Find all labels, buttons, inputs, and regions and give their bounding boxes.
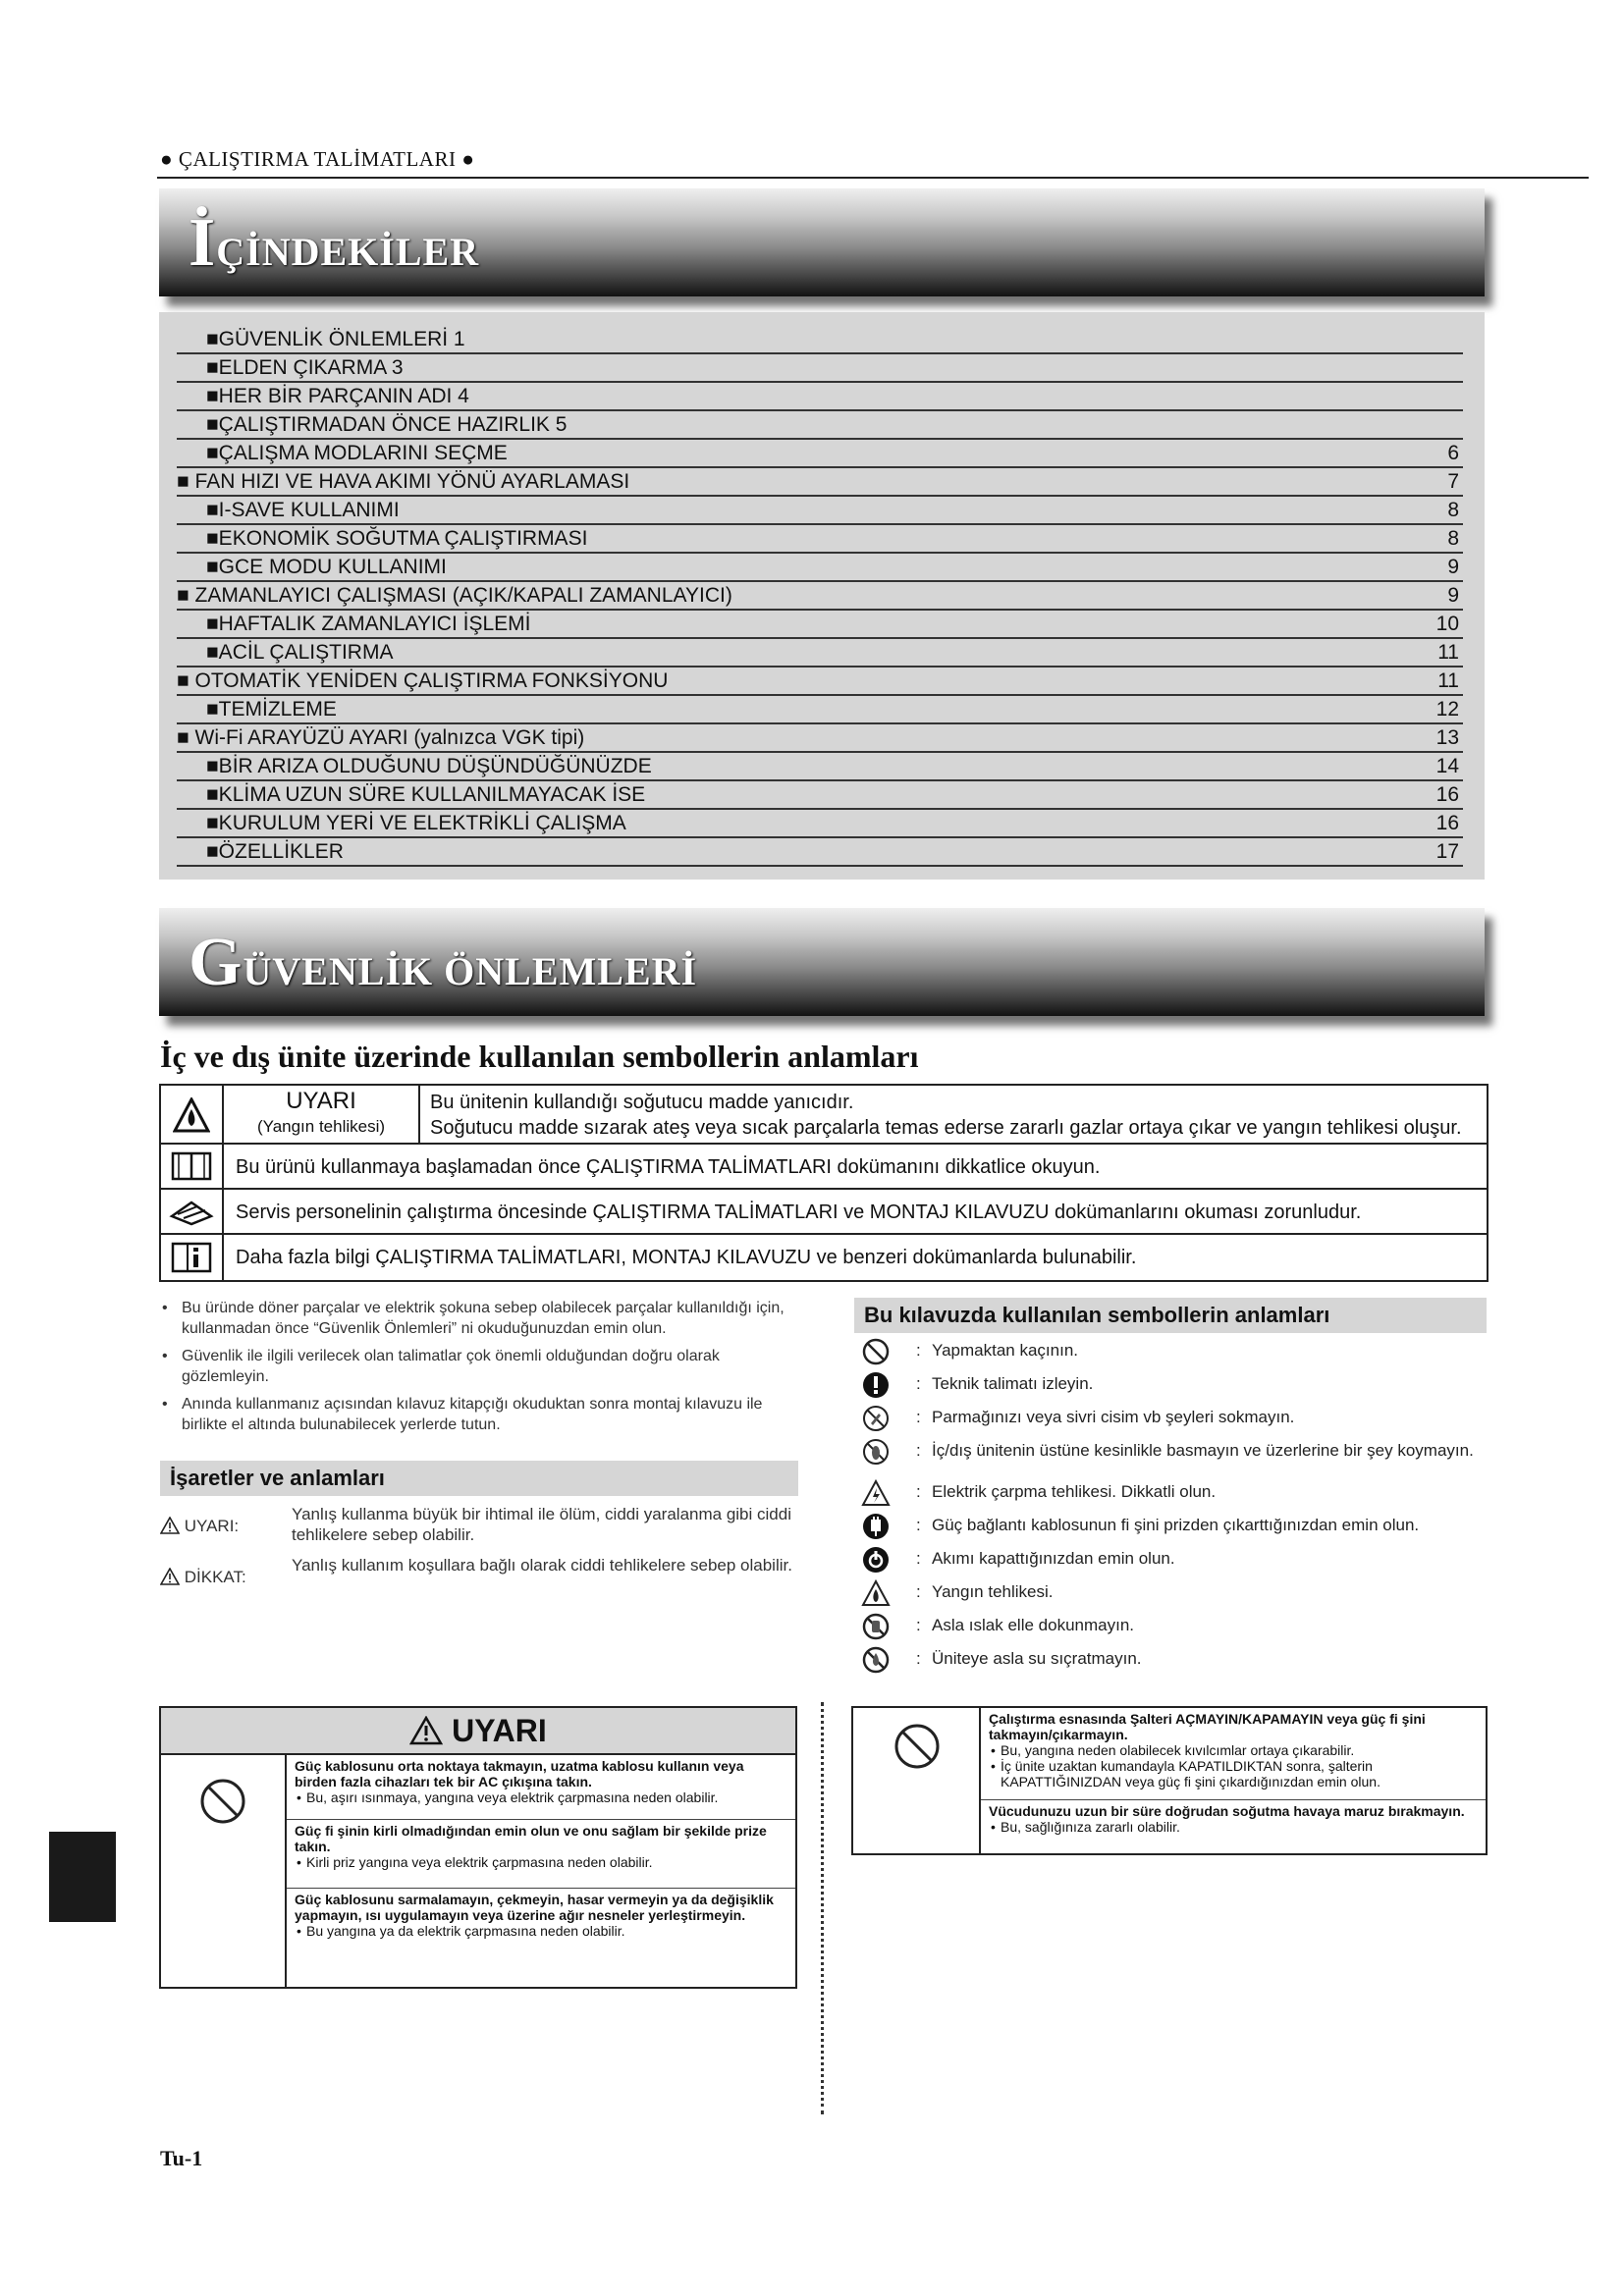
warning-cell: Güç kablosunu sarmalamayın, çekmeyin, hasar vermeyin ya da değişiklik yapmayın, ısı uygulamayın veya üzerine ağır nesneler yerleştirmeyin. • Bu yangına ya da elektrik çarpmasına neden olabilir. [287, 1889, 795, 1983]
toc-entry-label: ■ACİL ÇALIŞTIRMA [206, 641, 394, 664]
toc-entry-page: 11 [1437, 669, 1459, 692]
manual-text: Bu ürünü kullanmaya başlamadan önce ÇALIŞTIRMA TALİMATLARI dokümanını dikkatlice okuyun. [236, 1156, 1101, 1178]
toc-entry[interactable] [177, 383, 1463, 411]
symbols-heading: İç ve dış ünite üzerinde kullanılan sembollerin anlamları [160, 1039, 919, 1074]
warning-cell [224, 1086, 420, 1145]
prohibited-icon [861, 1337, 891, 1366]
toc-entry-page: 8 [1447, 499, 1459, 521]
warning-box-body [161, 1755, 795, 1987]
fire-hazard-icon [861, 1578, 891, 1608]
toc-entry-label: ■HAFTALIK ZAMANLAYICI İŞLEMİ [206, 613, 531, 635]
marks-list [160, 1504, 798, 1606]
power-off-icon [861, 1545, 891, 1575]
toc-entry-label: ■KLİMA UZUN SÜRE KULLANILMAYACAK İSE [206, 783, 646, 806]
warning-box [159, 1706, 797, 1989]
fire-text [430, 1090, 1462, 1141]
toc-entry-label: ■HER BİR PARÇANIN ADI 4 [206, 385, 469, 407]
table-of-contents [159, 312, 1485, 880]
bullet-item: • Bu üründe döner parçalar ve elektrik şokuna sebep olabilecek parçalar kullanıldığı için, kullanmadan önce “Güvenlik Önlemleri” ni okuduğunuzdan emin olun. [160, 1298, 798, 1339]
fire-warning-icon [161, 1086, 224, 1145]
mark-caution-label: DİKKAT: [160, 1567, 246, 1587]
toc-entry-label: ■ OTOMATİK YENİDEN ÇALIŞTIRMA FONKSİYONU [177, 669, 669, 692]
toc-entry[interactable] [177, 497, 1463, 525]
toc-entry-page: 11 [1437, 641, 1459, 664]
toc-entry[interactable] [177, 525, 1463, 554]
toc-entry-label: ■BİR ARIZA OLDUĞUNU DÜŞÜNDÜĞÜNÜZDE [206, 755, 652, 777]
fire-hazard-row [161, 1086, 1487, 1145]
toc-entry-label: ■ÖZELLİKLER [206, 840, 344, 863]
warning-cell: Güç fi şinin kirli olmadığından emin olun ve onu sağlam bir şekilde prize takın. • Kirli priz yangına veya elektrik çarpmasına neden olabilir. [287, 1820, 795, 1889]
toc-entry-page: 7 [1447, 470, 1459, 493]
toc-entry[interactable] [177, 582, 1463, 611]
toc-entry[interactable] [177, 326, 1463, 354]
prohibited-icon [893, 1722, 942, 1771]
fire-line-2: Soğutucu madde sızarak ateş veya sıcak parçalarla temas ederse zararlı gazlar ortaya çıkar ve yangın tehlikesi oluşur. [430, 1117, 1462, 1139]
legend-item: : Teknik talimatı izleyin. [857, 1368, 1486, 1402]
legend-heading: Bu kılavuzda kullanılan sembollerin anlamları [854, 1298, 1487, 1333]
info-book-icon [161, 1235, 224, 1280]
legend-item: : Elektrik çarpma tehlikesi. Dikkatli olun. [857, 1476, 1486, 1510]
warning-sub: (Yangın tehlikesi) [256, 1117, 386, 1136]
no-step-icon [861, 1437, 891, 1467]
toc-entry[interactable] [177, 554, 1463, 582]
toc-entry[interactable] [177, 810, 1463, 838]
contents-banner [159, 188, 1485, 296]
toc-entry[interactable] [177, 411, 1463, 440]
page-number: Tu-1 [160, 2146, 203, 2170]
contents-title: İÇİNDEKİLER [189, 205, 480, 281]
toc-entry-label: ■EKONOMİK SOĞUTMA ÇALIŞTIRMASI [206, 527, 588, 550]
toc-entry[interactable] [177, 724, 1463, 753]
mark-warning-label: UYARI: [160, 1516, 239, 1536]
toc-entry-label: ■ ZAMANLAYICI ÇALIŞMASI (AÇIK/KAPALI ZAMANLAYICI) [177, 584, 732, 607]
toc-entry[interactable] [177, 838, 1463, 867]
legend-item: : İç/dış ünitenin üstüne kesinlikle basmayın ve üzerlerine bir şey koymayın. [857, 1435, 1486, 1476]
toc-entry[interactable] [177, 696, 1463, 724]
toc-entry-label: ■I-SAVE KULLANIMI [206, 499, 400, 521]
unplug-icon [861, 1512, 891, 1541]
safety-banner [159, 908, 1485, 1016]
legend-item: : Güç bağlantı kablosunun fi şini prizden çıkarttığınızdan emin olun. [857, 1510, 1486, 1543]
toc-entry[interactable] [177, 354, 1463, 383]
marks-heading: İşaretler ve anlamları [160, 1461, 798, 1496]
fire-line-1: Bu ünitenin kullandığı soğutucu madde yanıcıdır. [430, 1092, 854, 1113]
legend-item: : Asla ıslak elle dokunmayın. [857, 1610, 1486, 1643]
warning-triangle-icon [409, 1716, 443, 1745]
warning-box-header: UYARI [161, 1708, 795, 1755]
no-finger-icon [861, 1404, 891, 1433]
no-wet-hands-icon [861, 1612, 891, 1641]
prohibited-icon [198, 1777, 247, 1826]
header-rule [157, 177, 1589, 179]
mark-warning-row [160, 1504, 798, 1555]
toc-entry-page: 8 [1447, 527, 1459, 550]
unit-symbols-table [159, 1084, 1489, 1282]
operation-warning-box [851, 1706, 1488, 1855]
toc-entry-label: ■ELDEN ÇIKARMA 3 [206, 356, 404, 379]
column-divider [821, 1702, 824, 2114]
operation-warning-cell: Çalıştırma esnasında Şalteri AÇMAYIN/KAPAMAYIN veya güç fi şini takmayın/çıkarmayın. • Bu, yangına neden olabilecek kıvılcımlar ortaya çıkarabilir. • İç ünite uzaktan kumandayla KAPATILDIKTAN sonra, şalterin KAPATTIĞINIZDAN veya güç fi şini çıkardığınızdan emin olun. [981, 1708, 1486, 1800]
bullet-item: • Güvenlik ile ilgili verilecek olan talimatlar çok önemli olduğundan doğru olarak gözlemleyin. [160, 1346, 798, 1387]
legend-item: : Yapmaktan kaçının. [857, 1335, 1486, 1368]
toc-entry-page: 9 [1447, 584, 1459, 607]
warning-box-icon-cell [161, 1755, 287, 1987]
toc-entry-page: 16 [1435, 783, 1459, 806]
toc-entry[interactable] [177, 440, 1463, 468]
safety-title: GÜVENLİK ÖNLEMLERİ [189, 925, 698, 1000]
mandatory-icon [861, 1370, 891, 1400]
toc-entry[interactable] [177, 781, 1463, 810]
warning-cell: Güç kablosunu orta noktaya takmayın, uzatma kablosu kullanın veya birden fazla cihazları tek bir AC çıkışına takın. • Bu, aşırı ısınmaya, yangına veya elektrik çarpmasına neden olabilir. [287, 1755, 795, 1820]
running-header: ● ÇALIŞTIRMA TALİMATLARI ● [160, 147, 475, 171]
toc-entry-label: ■ÇALIŞTIRMADAN ÖNCE HAZIRLIK 5 [206, 413, 568, 436]
legend-item: : Yangın tehlikesi. [857, 1576, 1486, 1610]
toc-entry-label: ■TEMİZLEME [206, 698, 337, 721]
toc-entry-page: 12 [1435, 698, 1459, 721]
safety-bullets [160, 1298, 798, 1442]
book-icon [161, 1145, 224, 1188]
mark-caution-row [160, 1555, 798, 1606]
toc-entry-label: ■KURULUM YERİ VE ELEKTRİKLİ ÇALIŞMA [206, 812, 626, 834]
toc-entry[interactable] [177, 468, 1463, 497]
operation-warning-icon-cell [853, 1708, 981, 1853]
symbol-legend [857, 1335, 1486, 1677]
info-text: Daha fazla bilgi ÇALIŞTIRMA TALİMATLARI, MONTAJ KILAVUZU ve benzeri dokümanlarda bulunabilir. [236, 1247, 1137, 1268]
toc-entry-label: ■ FAN HIZI VE HAVA AKIMI YÖNÜ AYARLAMASI [177, 470, 630, 493]
toc-entry-page: 9 [1447, 556, 1459, 578]
side-tab-marker [49, 1832, 116, 1922]
service-row [161, 1190, 1487, 1235]
manual-row [161, 1145, 1487, 1190]
toc-entry-page: 10 [1435, 613, 1459, 635]
toc-entry[interactable] [177, 667, 1463, 696]
legend-item: : Akımı kapattığınızdan emin olun. [857, 1543, 1486, 1576]
toc-entry[interactable] [177, 639, 1463, 667]
info-row [161, 1235, 1487, 1280]
operation-warning-cell: Vücudunuzu uzun bir süre doğrudan soğutma havaya maruz bırakmayın. • Bu, sağlığınıza zararlı olabilir. [981, 1800, 1486, 1855]
toc-entry-label: ■GCE MODU KULLANIMI [206, 556, 447, 578]
toc-entry-page: 14 [1435, 755, 1459, 777]
toc-entry-page: 13 [1435, 726, 1459, 749]
caution-triangle-icon [160, 1568, 180, 1585]
no-water-splash-icon [861, 1645, 891, 1675]
electric-shock-icon [861, 1478, 891, 1508]
toc-entry-page: 17 [1435, 840, 1459, 863]
legend-item: : Üniteye asla su sıçratmayın. [857, 1643, 1486, 1677]
warning-label: UYARI [286, 1088, 356, 1114]
mark-warning-text: Yanlış kullanma büyük bir ihtimal ile ölüm, ciddi yaralanma gibi ciddi tehlikelere sebep olabilir. [292, 1505, 791, 1544]
toc-entry-label: ■ Wi-Fi ARAYÜZÜ AYARI (yalnızca VGK tipi) [177, 726, 585, 749]
legend-item: : Parmağınızı veya sivri cisim vb şeyleri sokmayın. [857, 1402, 1486, 1435]
service-manual-icon [161, 1190, 224, 1233]
toc-entry-page: 6 [1447, 442, 1459, 464]
toc-entry[interactable] [177, 611, 1463, 639]
service-text: Servis personelinin çalıştırma öncesinde ÇALIŞTIRMA TALİMATLARI ve MONTAJ KILAVUZU dokümanlarını okuması zorunludur. [236, 1201, 1362, 1223]
mark-caution-text: Yanlış kullanım koşullara bağlı olarak ciddi tehlikelere sebep olabilir. [292, 1556, 792, 1575]
toc-entry-label: ■ÇALIŞMA MODLARINI SEÇME [206, 442, 508, 464]
bullet-item: • Anında kullanmanız açısından kılavuz kitapçığı okuduktan sonra montaj kılavuzu ile birlikte el altında bulunabilecek yerlerde tutun. [160, 1394, 798, 1435]
toc-entry-page: 16 [1435, 812, 1459, 834]
warning-triangle-icon [160, 1517, 180, 1534]
toc-entry[interactable] [177, 753, 1463, 781]
toc-entry-label: ■GÜVENLİK ÖNLEMLERİ 1 [206, 328, 465, 350]
